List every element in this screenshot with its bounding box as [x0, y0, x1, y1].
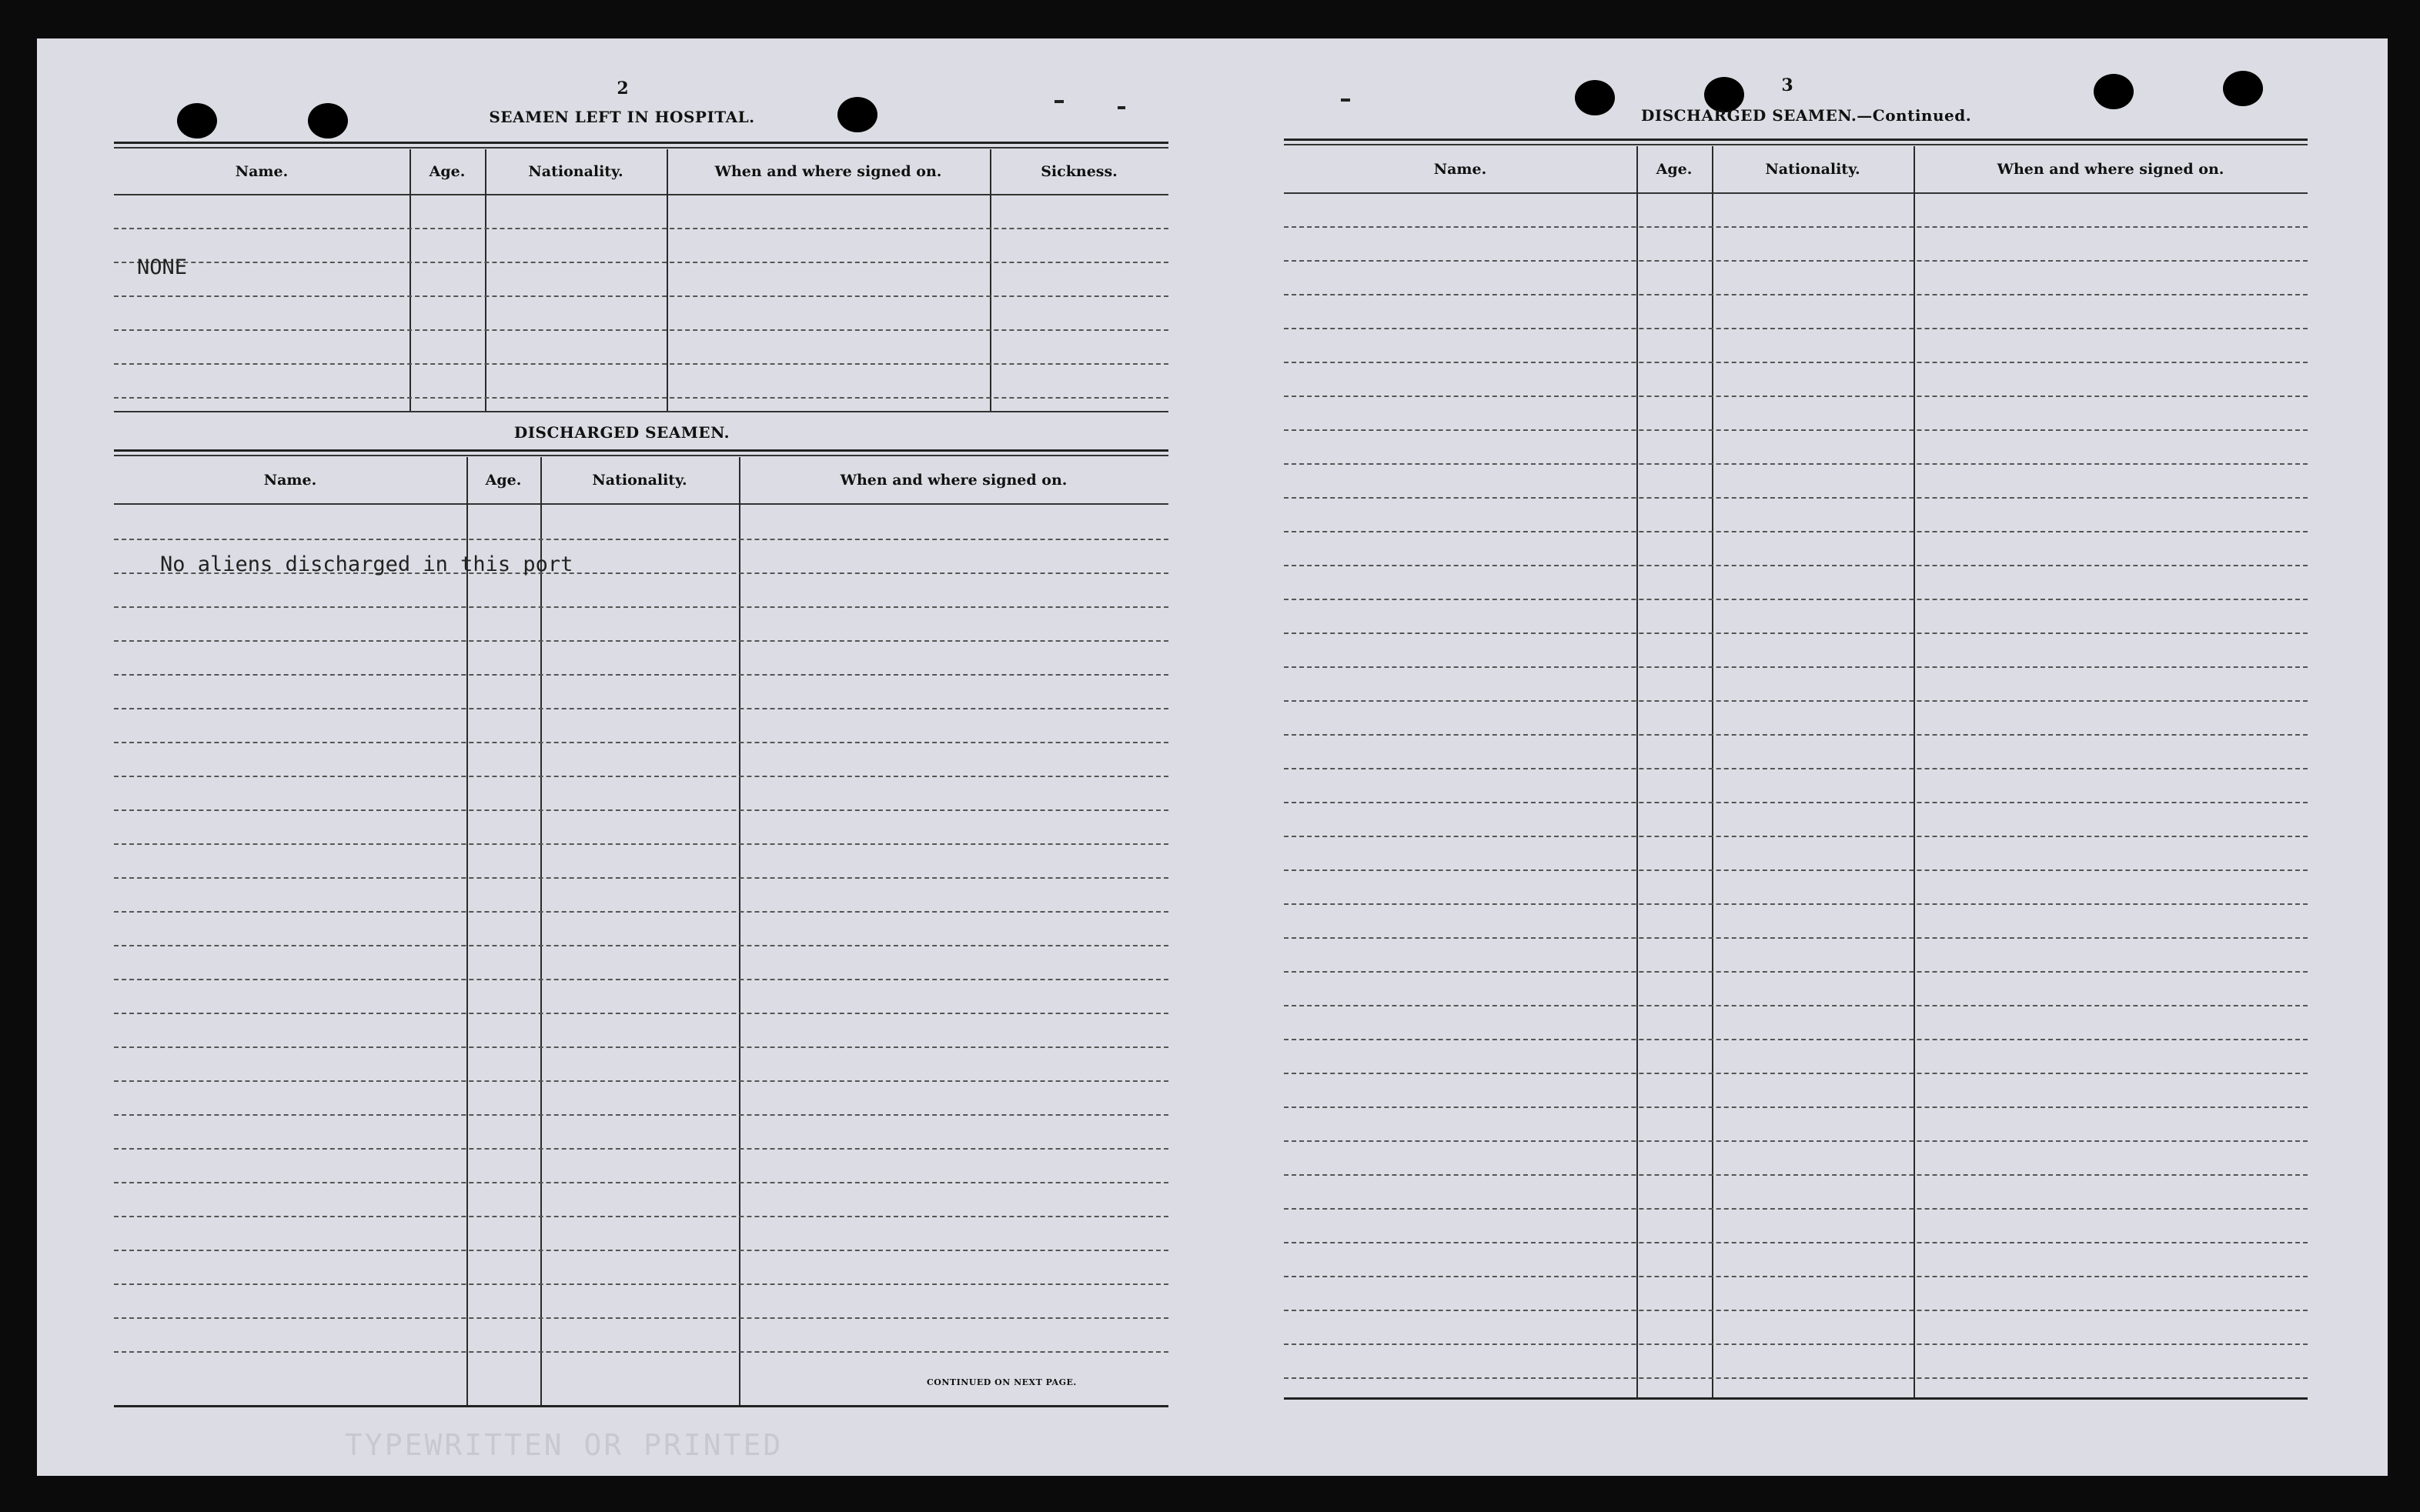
section-rule	[1284, 139, 2308, 141]
entry-line	[1284, 1377, 2308, 1379]
column-divider	[409, 149, 411, 411]
column-header-sickness: Sickness.	[1041, 163, 1118, 180]
entry-line	[114, 1317, 1168, 1319]
entry-line	[114, 329, 1168, 331]
column-header-name: Name.	[1433, 161, 1487, 178]
entry-line	[1284, 937, 2308, 939]
hospital-entry: NONE	[137, 255, 188, 279]
hospital-section-title: SEAMEN LEFT IN HOSPITAL.	[489, 108, 755, 126]
column-header-nationality: Nationality.	[592, 472, 687, 489]
page-number: 3	[1781, 75, 1793, 95]
entry-line	[1284, 734, 2308, 736]
punch-hole	[1575, 80, 1615, 115]
entry-line	[114, 1216, 1168, 1217]
column-divider	[485, 149, 486, 411]
entry-line	[1284, 1208, 2308, 1210]
discharged-continued-title: DISCHARGED SEAMEN.—Continued.	[1641, 106, 1972, 125]
entry-line	[114, 1250, 1168, 1251]
bottom-rule	[1284, 1397, 2308, 1400]
section-rule	[1284, 144, 2308, 145]
punch-hole	[308, 103, 348, 139]
punch-hole	[837, 97, 877, 132]
stray-mark	[1055, 100, 1064, 103]
table-header	[1284, 146, 2308, 194]
entry-line	[1284, 429, 2308, 431]
table-header	[114, 457, 1168, 505]
section-rule	[114, 147, 1168, 149]
entry-line	[114, 1182, 1168, 1183]
column-header-signed-on: When and where signed on.	[840, 472, 1068, 489]
entry-line	[114, 1080, 1168, 1082]
entry-line	[114, 1114, 1168, 1116]
column-divider	[1712, 146, 1713, 1397]
entry-line	[1284, 971, 2308, 973]
entry-line	[1284, 903, 2308, 905]
entry-line	[114, 776, 1168, 777]
entry-line	[1284, 531, 2308, 532]
column-header-age: Age.	[429, 163, 466, 180]
entry-line	[1284, 836, 2308, 837]
entry-line	[114, 1148, 1168, 1150]
section-rule	[114, 449, 1168, 452]
entry-line	[1284, 396, 2308, 397]
column-divider	[739, 457, 740, 1405]
column-header-name: Name.	[263, 472, 317, 489]
entry-line	[114, 539, 1168, 540]
section-rule	[114, 411, 1168, 412]
punch-hole	[2223, 71, 2263, 106]
column-header-nationality: Nationality.	[528, 163, 623, 180]
entry-line	[1284, 1276, 2308, 1277]
entry-line	[114, 640, 1168, 642]
entry-line	[1284, 666, 2308, 668]
entry-line	[1284, 1106, 2308, 1108]
hospital-table	[114, 149, 1168, 411]
entry-line	[114, 228, 1168, 229]
column-divider	[667, 149, 668, 411]
entry-line	[1284, 768, 2308, 769]
stray-mark	[1118, 106, 1125, 109]
entry-line	[1284, 328, 2308, 329]
page-number: 2	[617, 78, 629, 98]
entry-line	[114, 911, 1168, 913]
entry-line	[1284, 1310, 2308, 1311]
entry-line	[1284, 497, 2308, 499]
entry-line	[1284, 294, 2308, 295]
column-header-signed-on: When and where signed on.	[714, 163, 942, 180]
table-header	[114, 149, 1168, 195]
entry-line	[1284, 260, 2308, 262]
column-header-signed-on: When and where signed on.	[1997, 161, 2224, 178]
section-rule	[114, 455, 1168, 456]
entry-line	[114, 397, 1168, 399]
column-header-age: Age.	[1656, 161, 1693, 178]
section-rule	[114, 142, 1168, 144]
entry-line	[1284, 802, 2308, 803]
entry-line	[114, 708, 1168, 709]
column-header-age: Age.	[485, 472, 522, 489]
discharged-entry: No aliens discharged in this port	[160, 552, 573, 576]
entry-line	[1284, 869, 2308, 871]
entry-line	[1284, 1343, 2308, 1345]
discharged-table	[114, 457, 1168, 1405]
entry-line	[1284, 1140, 2308, 1142]
discharged-section-title: DISCHARGED SEAMEN.	[513, 423, 730, 442]
entry-line	[1284, 1174, 2308, 1176]
entry-line	[114, 295, 1168, 297]
bleed-through-text: TYPEWRITTEN OR PRINTED	[345, 1428, 784, 1462]
entry-line	[1284, 463, 2308, 465]
entry-line	[114, 1351, 1168, 1353]
document-sheet	[37, 38, 2388, 1476]
entry-line	[114, 877, 1168, 879]
column-divider	[1636, 146, 1638, 1397]
entry-line	[1284, 226, 2308, 228]
entry-line	[1284, 1039, 2308, 1040]
entry-line	[114, 1283, 1168, 1285]
entry-line	[114, 742, 1168, 743]
entry-line	[1284, 1242, 2308, 1243]
entry-line	[1284, 599, 2308, 600]
discharged-continued-table	[1284, 146, 2308, 1397]
entry-line	[114, 945, 1168, 946]
entry-line	[114, 809, 1168, 811]
entry-line	[114, 606, 1168, 608]
entry-line	[114, 1046, 1168, 1048]
entry-line	[1284, 700, 2308, 702]
entry-line	[114, 674, 1168, 676]
entry-line	[1284, 565, 2308, 566]
column-header-name: Name.	[235, 163, 289, 180]
punch-hole	[2094, 74, 2134, 109]
stray-mark	[1341, 98, 1350, 102]
entry-line	[114, 843, 1168, 845]
entry-line	[114, 363, 1168, 365]
column-divider	[990, 149, 991, 411]
entry-line	[114, 979, 1168, 980]
entry-line	[114, 262, 1168, 263]
entry-line	[1284, 362, 2308, 363]
continued-note: CONTINUED ON NEXT PAGE.	[927, 1377, 1077, 1387]
column-header-nationality: Nationality.	[1765, 161, 1860, 178]
entry-line	[1284, 633, 2308, 634]
column-divider	[1914, 146, 1915, 1397]
column-divider	[466, 457, 468, 1405]
bottom-rule	[114, 1405, 1168, 1407]
entry-line	[1284, 1073, 2308, 1074]
entry-line	[114, 1013, 1168, 1014]
column-divider	[540, 457, 542, 1405]
entry-line	[1284, 1005, 2308, 1006]
punch-hole	[177, 103, 217, 139]
